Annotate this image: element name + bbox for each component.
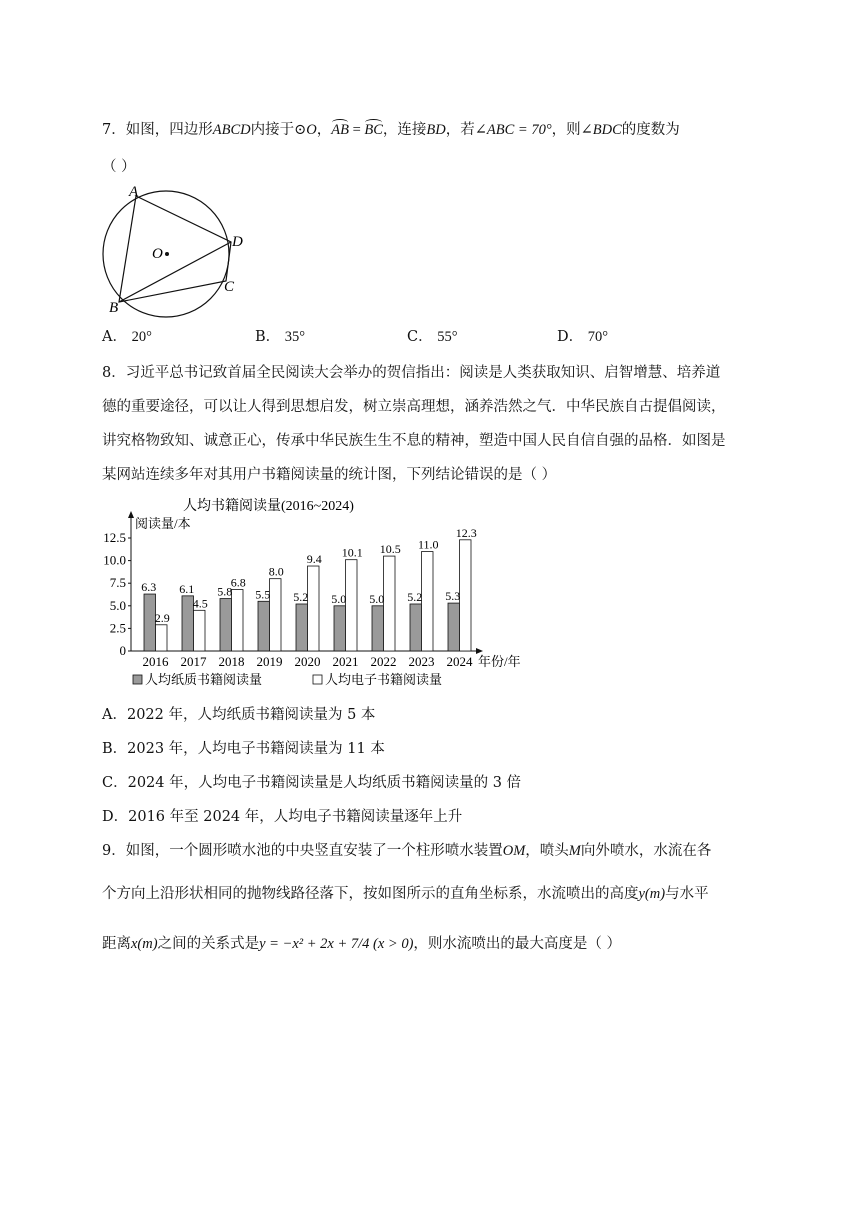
x-tick-label: 2020 bbox=[294, 654, 321, 669]
legend-label-ebook: 人均电子书籍阅读量 bbox=[325, 672, 443, 687]
q7-stem: 7．如图，四边形ABCD内接于⊙O，AB = BC，连接BD，若∠ABC = 70°，则∠BDC的度数为 bbox=[102, 122, 680, 138]
legend-swatch-ebook bbox=[313, 675, 322, 684]
x-tick-label: 2018 bbox=[218, 654, 245, 669]
bar-ebook bbox=[346, 560, 358, 651]
bar-value-label: 6.8 bbox=[230, 575, 246, 590]
x-tick-label: 2021 bbox=[332, 654, 359, 669]
bar-ebook bbox=[460, 540, 472, 651]
y-tick-label: 5.0 bbox=[109, 597, 126, 613]
x-tick-label: 2022 bbox=[370, 654, 397, 669]
x-tick-label: 2017 bbox=[180, 654, 207, 669]
y-tick-label: 2.5 bbox=[109, 620, 126, 636]
y-tick-label: 12.5 bbox=[103, 530, 126, 545]
x-axis-label: 年份/年 bbox=[478, 654, 521, 669]
bar-value-label: 12.3 bbox=[455, 525, 477, 540]
label-b: B bbox=[109, 300, 119, 316]
label-a: A bbox=[129, 184, 139, 200]
q8-option-b[interactable]: B．2023 年，人均电子书籍阅读量为 11 本 bbox=[102, 741, 385, 757]
bar-paper bbox=[258, 601, 270, 651]
bar-ebook bbox=[308, 566, 320, 651]
q7-option-d[interactable]: D． 70° bbox=[557, 329, 609, 345]
bar-paper bbox=[220, 599, 232, 651]
q8-stem: 8．习近平总书记致首届全民阅读大会举办的贺信指出：阅读是人类获取知识、启智增慧、培养道 德的重要途径，可以让人得到思想启发，树立崇高理想，涵养浩然之气．中华民族自古提倡阅读， 讲究格物致知、诚意正心，传承中华民族生生不息的精神，塑造中国人民自信自强的品格．如图是 某网站连续多年对其用户书籍阅读量的统计图，下列结论错误的是（ ） bbox=[102, 365, 726, 483]
bar-value-label: 5.3 bbox=[445, 589, 461, 604]
reading-bar-chart bbox=[100, 492, 540, 692]
y-tick-label: 10.0 bbox=[103, 552, 126, 568]
q8-option-d[interactable]: D．2016 年至 2024 年，人均电子书籍阅读量逐年上升 bbox=[102, 809, 463, 825]
chart-title: 人均书籍阅读量(2016~2024) bbox=[183, 499, 354, 514]
bar-value-label: 5.2 bbox=[293, 589, 309, 604]
bar-ebook bbox=[422, 552, 434, 651]
x-tick-label: 2023 bbox=[408, 654, 435, 669]
y-tick-label: 7.5 bbox=[109, 575, 126, 591]
arc-ab: AB bbox=[331, 122, 349, 138]
q9-line-3: 距离x(m)之间的关系式是y = −x² + 2x + 7/4 (x > 0)，则水流喷出的最大高度是（ ） bbox=[102, 936, 622, 952]
bar-paper bbox=[410, 604, 422, 651]
bar-value-label: 9.4 bbox=[306, 552, 322, 567]
x-tick-label: 2016 bbox=[142, 654, 169, 669]
bar-value-label: 8.0 bbox=[268, 564, 284, 579]
bar-value-label: 5.0 bbox=[331, 591, 347, 606]
bar-ebook bbox=[156, 625, 168, 651]
x-tick-label: 2019 bbox=[256, 654, 283, 669]
circle-quadrilateral-figure bbox=[95, 180, 255, 320]
bar-value-label: 10.1 bbox=[341, 545, 363, 560]
q9-line-1: 9．如图，一个圆形喷水池的中央竖直安装了一个柱形喷水装置OM，喷头M向外喷水，水流在各 bbox=[102, 843, 712, 859]
bar-value-label: 5.5 bbox=[255, 587, 271, 602]
q7-answer-paren: （ ） bbox=[102, 159, 136, 175]
bar-paper bbox=[372, 606, 384, 651]
bar-value-label: 5.0 bbox=[369, 591, 385, 606]
bar-value-label: 10.5 bbox=[379, 542, 401, 557]
bar-value-label: 11.0 bbox=[417, 537, 439, 552]
q7-option-b[interactable]: B． 35° bbox=[255, 329, 306, 345]
bar-ebook bbox=[270, 579, 282, 651]
q8-option-a[interactable]: A．2022 年，人均纸质书籍阅读量为 5 本 bbox=[102, 707, 376, 723]
q8-option-c[interactable]: C．2024 年，人均电子书籍阅读量是人均纸质书籍阅读量的 3 倍 bbox=[102, 775, 522, 791]
arc-bc: BC bbox=[364, 122, 383, 138]
bar-paper bbox=[296, 604, 308, 651]
segment-bd bbox=[119, 242, 231, 302]
quadrilateral-abcd bbox=[119, 196, 231, 302]
bar-value-label: 4.5 bbox=[192, 596, 208, 611]
bar-paper bbox=[448, 603, 460, 651]
y-axis-label: 阅读量/本 bbox=[135, 516, 191, 531]
label-o: O bbox=[152, 246, 163, 262]
y-axis-arrow bbox=[128, 511, 134, 518]
bar-value-label: 5.8 bbox=[217, 584, 233, 599]
legend-label-paper: 人均纸质书籍阅读量 bbox=[145, 672, 263, 687]
legend-swatch-paper bbox=[133, 675, 142, 684]
bar-value-label: 6.3 bbox=[141, 580, 157, 595]
bar-paper bbox=[334, 606, 346, 651]
bar-ebook bbox=[194, 610, 206, 651]
q7-option-a[interactable]: A． 20° bbox=[102, 329, 152, 345]
bar-ebook bbox=[384, 556, 396, 651]
q7-option-c[interactable]: C． 55° bbox=[407, 329, 458, 345]
q9-line-2: 个方向上沿形状相同的抛物线路径落下，按如图所示的直角坐标系，水流喷出的高度y(m)与水平 bbox=[102, 886, 709, 902]
label-d: D bbox=[232, 234, 243, 250]
bar-value-label: 6.1 bbox=[179, 581, 195, 596]
label-c: C bbox=[224, 279, 235, 295]
bar-value-label: 5.2 bbox=[407, 589, 423, 604]
bar-value-label: 2.9 bbox=[154, 610, 170, 625]
y-tick-label: 0 bbox=[119, 643, 126, 658]
center-point bbox=[165, 252, 169, 256]
q9-formula: y = −x² + 2x + 7/4 (x > 0) bbox=[259, 936, 414, 952]
x-tick-label: 2024 bbox=[446, 654, 473, 669]
bar-ebook bbox=[232, 590, 244, 651]
